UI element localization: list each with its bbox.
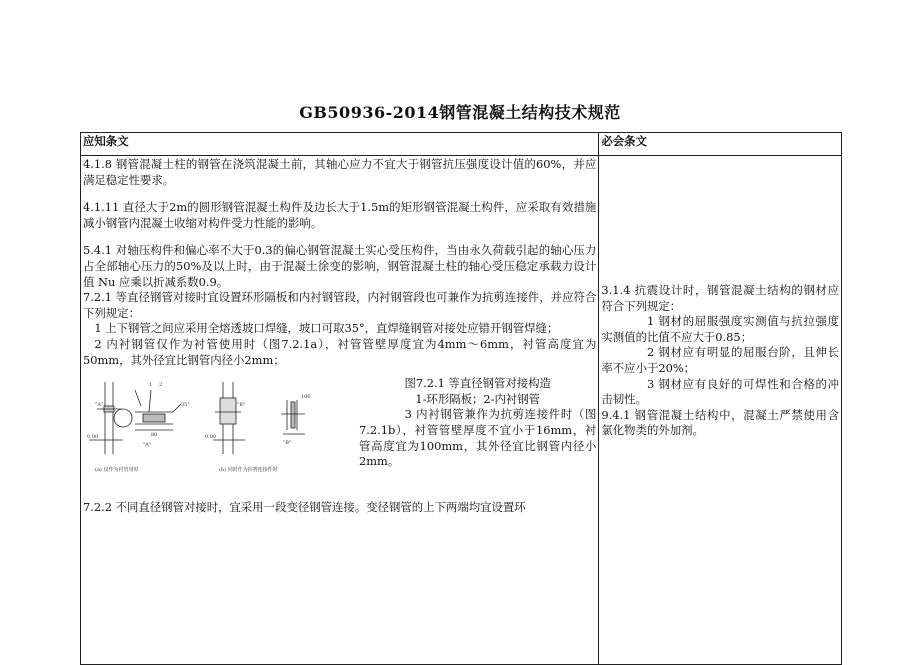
figure-row xyxy=(83,376,596,494)
elevation-b: 0.00 xyxy=(205,434,217,441)
dim-80: 80 xyxy=(151,432,158,439)
header-must-master: 必会条文 xyxy=(599,133,842,156)
callout-2: 2 xyxy=(159,382,163,389)
clause-7-2-2: 7.2.2 不同直径钢管对接时，宜采用一段变径钢管连接。变径钢管的上下两端均宜设置环 xyxy=(83,500,526,515)
detail-b-caption: "B" xyxy=(283,440,292,447)
elevation-a: 0.00 xyxy=(87,434,99,441)
clause-7-2-1-item-1: 1 上下钢管之间应采用全熔透坡口焊缝，坡口可取35°，直焊缝钢管对接处应错开钢管焊缝； xyxy=(94,321,559,336)
figure-text xyxy=(351,376,596,494)
figure-legend: 1-环形隔板；2-内衬钢管 xyxy=(415,391,541,406)
header-should-know: 应知条文 xyxy=(81,133,599,156)
spec-table xyxy=(80,132,842,665)
right-cell xyxy=(599,156,842,665)
clause-9-4-1: 9.4.1 钢管混凝土结构中，混凝土严禁使用含氯化物类的外加剂。 xyxy=(601,407,839,438)
left-cell xyxy=(81,156,599,665)
clause-7-2-1-item-2: 2 内衬钢管仅作为衬管使用时（图7.2.1a），衬管管壁厚度宜为4mm～6mm，衬管高度宜为50mm，其外径宜比钢管内径小2mm； xyxy=(83,336,597,367)
detail-a-label: "A" xyxy=(95,402,104,409)
sub-caption-b: (b) 同时作为抗剪连接件时 xyxy=(219,467,278,474)
clause-3-1-4: 3.1.4 抗震设计时，钢管混凝土结构的钢材应符合下列规定： xyxy=(601,283,839,313)
sub-caption-a: (a) 仅作为衬管用时 xyxy=(95,467,139,474)
clause-7-2-1-item-3: 3 内衬钢管兼作为抗剪连接件时（图7.2.1b），衬管管壁厚度不宜小于16mm，衬管高度宜为100mm，其外径宜比钢管内径小2mm。 xyxy=(359,407,597,469)
figure-caption: 图7.2.1 等直径钢管对接构造 xyxy=(404,376,551,391)
clause-4-1-8: 4.1.8 钢管混凝土柱的钢管在浇筑混凝土前，其轴心应力不宜大于钢管抗压强度设计值的60%，并应满足稳定性要求。 xyxy=(83,157,597,187)
joint-detail-drawing xyxy=(83,376,351,494)
callout-1: 1 xyxy=(149,382,153,389)
clause-3-1-4-item-2: 2 钢材应有明显的屈服台阶，且伸长率不应小于20%； xyxy=(601,345,839,375)
clause-7-2-1: 7.2.1 等直径钢管对接时宜设置环形隔板和内衬钢管段，内衬钢管段也可兼作为抗剪连接件，并应符合下列规定： xyxy=(83,290,597,320)
clause-4-1-11: 4.1.11 直径大于2m的圆形钢管混凝土构件及边长大于1.5m的矩形钢管混凝土构件，应采取有效措施减小钢管内混凝土收缩对构件受力性能的影响。 xyxy=(83,200,597,230)
dim-100: 100 xyxy=(301,394,311,401)
detail-b-label: "B" xyxy=(237,402,246,409)
angle-label: 35° xyxy=(181,402,190,409)
clause-5-4-1: 5.4.1 对轴压构件和偏心率不大于0.3的偏心钢管混凝土实心受压构件，当由永久荷载引起的轴心压力占全部轴心压力的50%及以上时，由于混凝土徐变的影响，钢管混凝土柱的轴心受压稳定承载力设计值 Nu 应乘以折减系数0.9。 xyxy=(83,243,597,289)
detail-a-caption: "A" xyxy=(143,442,152,449)
clause-3-1-4-item-3: 3 钢材应有良好的可焊性和合格的冲击韧性。 xyxy=(601,376,839,407)
clause-3-1-4-item-1: 1 钢材的屈服强度实测值与抗拉强度实测值的比值不应大于0.85； xyxy=(601,314,839,344)
page-title: GB50936-2014钢管混凝土结构技术规范 xyxy=(299,103,621,122)
